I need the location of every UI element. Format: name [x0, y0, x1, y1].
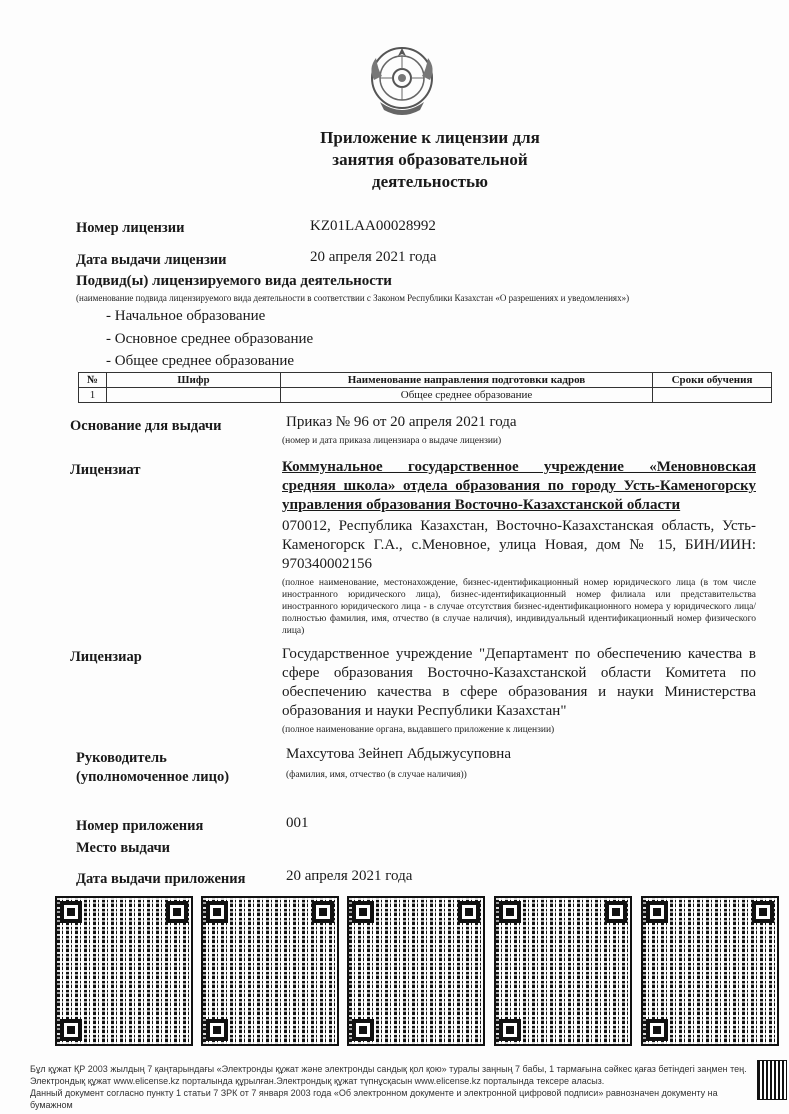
qr-code-icon: [494, 896, 632, 1046]
licensee-name-line: управления образования Восточно-Казахстанской области: [282, 497, 681, 513]
licensee-name-line: Коммунальное государственное учреждение «Меновновская: [282, 459, 756, 475]
document-title: [280, 127, 580, 193]
col-header-code: Шифр: [107, 373, 281, 388]
col-header-duration: Сроки обучения: [653, 373, 772, 388]
title-line: деятельностью: [372, 172, 488, 191]
appendix-date-label: Дата выдачи приложения: [76, 871, 246, 887]
subtypes-label: Подвид(ы) лицензируемого вида деятельности: [76, 273, 392, 289]
basis-label: Основание для выдачи: [70, 418, 222, 434]
head-note: (фамилия, имя, отчество (в случае наличия)): [286, 770, 467, 780]
state-emblem-icon: [366, 40, 438, 120]
subtype-item: - Основное среднее образование: [106, 331, 314, 347]
qr-code-icon: [201, 896, 339, 1046]
legal-footer: [30, 1063, 752, 1111]
basis-value: Приказ № 96 от 20 апреля 2021 года: [286, 414, 517, 430]
license-date-label: Дата выдачи лицензии: [76, 252, 227, 268]
license-number-value: KZ01LAA00028992: [310, 218, 436, 234]
licensor-label: Лицензиар: [70, 649, 142, 665]
subtype-item: - Начальное образование: [106, 308, 266, 324]
mini-qr-code-icon: [757, 1060, 787, 1100]
programs-table: [78, 372, 772, 403]
licensee-note: (полное наименование, местонахождение, бизнес-идентификационный номер юридического лица (в том числе иностранного юридического лица), бизнес-идентификационный номер филиала или представительства иностранного юридического лица - в случае отсутствия бизнес-идентификационного номера у юридического лица/полностью фамилия, имя, отчество (в случае наличия), индивидуальный идентификационный номер физического лица): [282, 578, 756, 636]
licensee-address: 070012, Республика Казахстан, Восточно-Казахстанская область, Усть-Каменогорск Г.А., с.Меновное, улица Новая, дом № 15, БИН/ИИН: 970340002156: [282, 518, 756, 572]
subtype-item: - Общее среднее образование: [106, 353, 295, 369]
title-line: занятия образовательной: [332, 150, 528, 169]
licensor-value: Государственное учреждение "Департамент по обеспечению качества в сфере образования Восточно-Казахстанской области Комитета по обеспечению качества в сфере образования и науки Министерства образования и науки Республики Казахстан": [282, 646, 756, 719]
licensor-note: (полное наименование органа, выдавшего приложение к лицензии): [282, 725, 555, 735]
footer-line: Электрондық құжат www.elicense.kz порталында құрылған.Электрондық құжат түпнұсқасын www.elicense.kz порталында тексере аласыз.: [30, 1076, 605, 1086]
license-date-value: 20 апреля 2021 года: [310, 249, 437, 265]
qr-code-icon: [55, 896, 193, 1046]
appendix-number-label: Номер приложения: [76, 818, 204, 834]
appendix-place-label: Место выдачи: [76, 840, 171, 856]
table-row: [79, 388, 772, 403]
basis-note: (номер и дата приказа лицензиара о выдаче лицензии): [282, 436, 502, 446]
appendix-number-value: 001: [286, 815, 309, 831]
qr-code-icon: [641, 896, 779, 1046]
cell-duration: [653, 388, 772, 403]
cell-code: [107, 388, 281, 403]
license-number-label: Номер лицензии: [76, 220, 185, 236]
appendix-date-value: 20 апреля 2021 года: [286, 868, 413, 884]
subtypes-note: (наименование подвида лицензируемого вида деятельности в соответствии с Законом Республики Казахстан «О разрешениях и уведомлениях»): [76, 293, 630, 303]
cell-number: 1: [79, 388, 107, 403]
footer-line: Бұл құжат ҚР 2003 жылдың 7 қаңтарындағы «Электронды құжат және электронды сандық қол қою» туралы заңның 7 бабы, 1 тармағына сәйкес қағаз бетіндегі заңмен тең.: [30, 1064, 747, 1074]
table-header-row: [79, 373, 772, 388]
title-line: Приложение к лицензии для: [320, 128, 540, 147]
footer-line: Данный документ согласно пункту 1 статьи 7 ЗРК от 7 января 2003 года «Об электронном документе и электронной цифровой подписи» равнозначен документу на бумажном: [30, 1088, 718, 1110]
licensee-name: [282, 458, 756, 515]
licensee-label: Лицензиат: [70, 462, 141, 478]
cell-direction: Общее среднее образование: [281, 388, 653, 403]
head-label-sub: (уполномоченное лицо): [76, 769, 230, 785]
qr-code-icon: [347, 896, 485, 1046]
col-header-number: №: [79, 373, 107, 388]
licensee-name-line: средняя школа» отдела образования по городу Усть-Каменогорску: [282, 478, 756, 494]
col-header-direction: Наименование направления подготовки кадров: [281, 373, 653, 388]
head-label: Руководитель: [76, 750, 167, 766]
head-value: Махсутова Зейнеп Абдыжусуповна: [286, 746, 511, 762]
